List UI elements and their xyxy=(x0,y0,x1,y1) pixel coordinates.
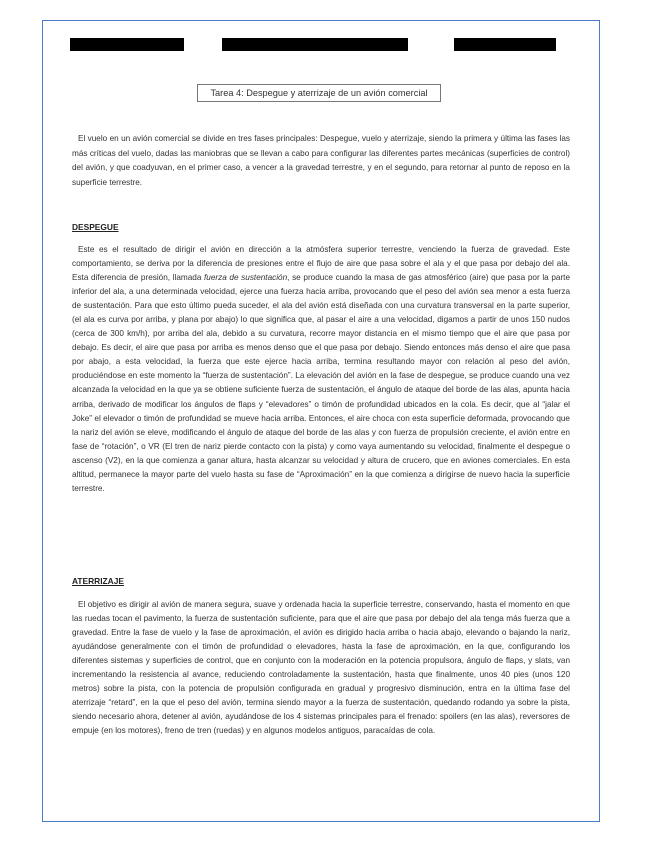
despegue-text-after: , se produce cuando la masa de gas atmosférico (aire) que pasa por la parte inferior del ala, a una determinada velocidad, ejerce una fuerza hacia arriba, provocando que el peso del avión sea menor a esta fuerza de sustentación. Para que esto último pueda suceder, el ala del avión está diseñada con una curvatura transversal en la parte superior, (el ala es curva por arriba, y plana por abajo) lo que significa que, al pasar el aire a una velocidad, digamos a partir de unos 150 nudos (cerca de 300 km/h), por arriba del ala, debido a su curvatura, recorre mayor distancia en el mismo tiempo que el aire que pasa por debajo. Es decir, el aire que pasa por arriba es menos denso que el que pasa por debajo. Siendo entonces más denso el aire que pasa por abajo, a esta velocidad, la fuerza que este ejerce hacia arriba, termina resultando mayor con relación al peso del avión, produciéndose en este momento la “fuerza de sustentación”. La elevación del avión en la fase de despegue, se produce cuando una vez alcanzada la velocidad en la que ya se obtiene suficiente fuerza de sustentación, el ángulo de ataque del borde de las alas, apunta hacia arriba, derivado de modificar los ángulos de flaps y “elevadores” o timón de profundidad ubicados en la cola. Es decir, que al “jalar el Joke” el elevador o timón de profundidad se mueve hacia arriba. Entonces, el aire choca con esta superficie deformada, provocando que la nariz del avión se eleve, modificando el ángulo de ataque del borde de las alas y con fuerza de propulsión creciente, el avión entre en fase de “rotación”, o VR (El tren de nariz pierde contacto con la pista) y como vaya aumentando su velocidad, finalmente el despegue o ascenso (V2), en la que comienza a ganar altura, hasta alcanzar su velocidad y altura de crucero, que en aviones comerciales. En esta altitud, permanece la mayor parte del vuelo hasta su fase de “Aproximación” en la que comienza a dirigirse de nuevo hacia la superficie terrestre. xyxy=(72,273,571,493)
aterrizaje-heading: ATERRIZAJE xyxy=(72,576,124,586)
despegue-text-before: Este es el resultado de dirigir el avión en dirección a la atmósfera superior terrestre, venciendo la fuerza de gravedad. Este comportamiento, se deriva por la diferencia de presiones entre el flujo de aire que pasa sobre el ala y el que pasa por debajo del ala. Esta diferencia de presión, llamada xyxy=(72,245,570,283)
redaction-bar-2 xyxy=(222,38,408,51)
despegue-paragraph xyxy=(72,243,570,496)
despegue-emphasis: fuerza de sustentación xyxy=(204,273,288,283)
redaction-bar-3 xyxy=(454,38,556,51)
redaction-bar-1 xyxy=(70,38,184,51)
intro-paragraph: El vuelo en un avión comercial se divide en tres fases principales: Despegue, vuelo y aterrizaje, siendo la primera y última las fases las más críticas del vuelo, dadas las maniobras que se llevan a cabo para configurar las diferentes partes mecánicas (superficies de control) del avión, y que coadyuvan, en el primer caso, a vencer a la gravedad terrestre, y en el segundo, para retornar al punto de reposo en la superficie terrestre. xyxy=(72,134,570,187)
despegue-heading: DESPEGUE xyxy=(72,222,119,232)
aterrizaje-paragraph: El objetivo es dirigir al avión de manera segura, suave y ordenada hacia la superficie terrestre, conservando, hasta el momento en que las ruedas tocan el pavimento, la fuerza de sustentación suficiente, para que el aire que pasa por debajo del ala tenga más fuerza que a gravedad. Entre la fase de vuelo y la fase de aproximación, el avión es dirigido hacia arriba o hacia abajo, elevando o bajando la nariz, ayudándose generalmente con el timón de profundidad o elevadores, hasta la fase de aproximación, en la que, configurando los diferentes sistemas y superficies de control, que en conjunto con la moderación en la potencia propulsora, ángulo de flaps, y slats, van incrementando la resistencia al avance, reduciendo controladamente la sustentación, hasta que finalmente, unos 40 pies (unos 120 metros) sobre la pista, con la potencia de propulsión configurada en gradual y progresivo disminución, entra en la última fase del aterrizaje “retard”, en la que el peso del avión, termina siendo mayor a la fuerza de sustentación, quedando rodando ya sobre la pista, siendo necesario ahora, detener al avión, ayudándose de los 4 sistemas principales para el frenado: spoilers (en las alas), reversores de empuje (en los motores), freno de tren (ruedas) y en algunos modelos antiguos, paracaídas de cola. xyxy=(72,600,570,735)
document-title: Tarea 4: Despegue y aterrizaje de un avión comercial xyxy=(197,84,441,102)
